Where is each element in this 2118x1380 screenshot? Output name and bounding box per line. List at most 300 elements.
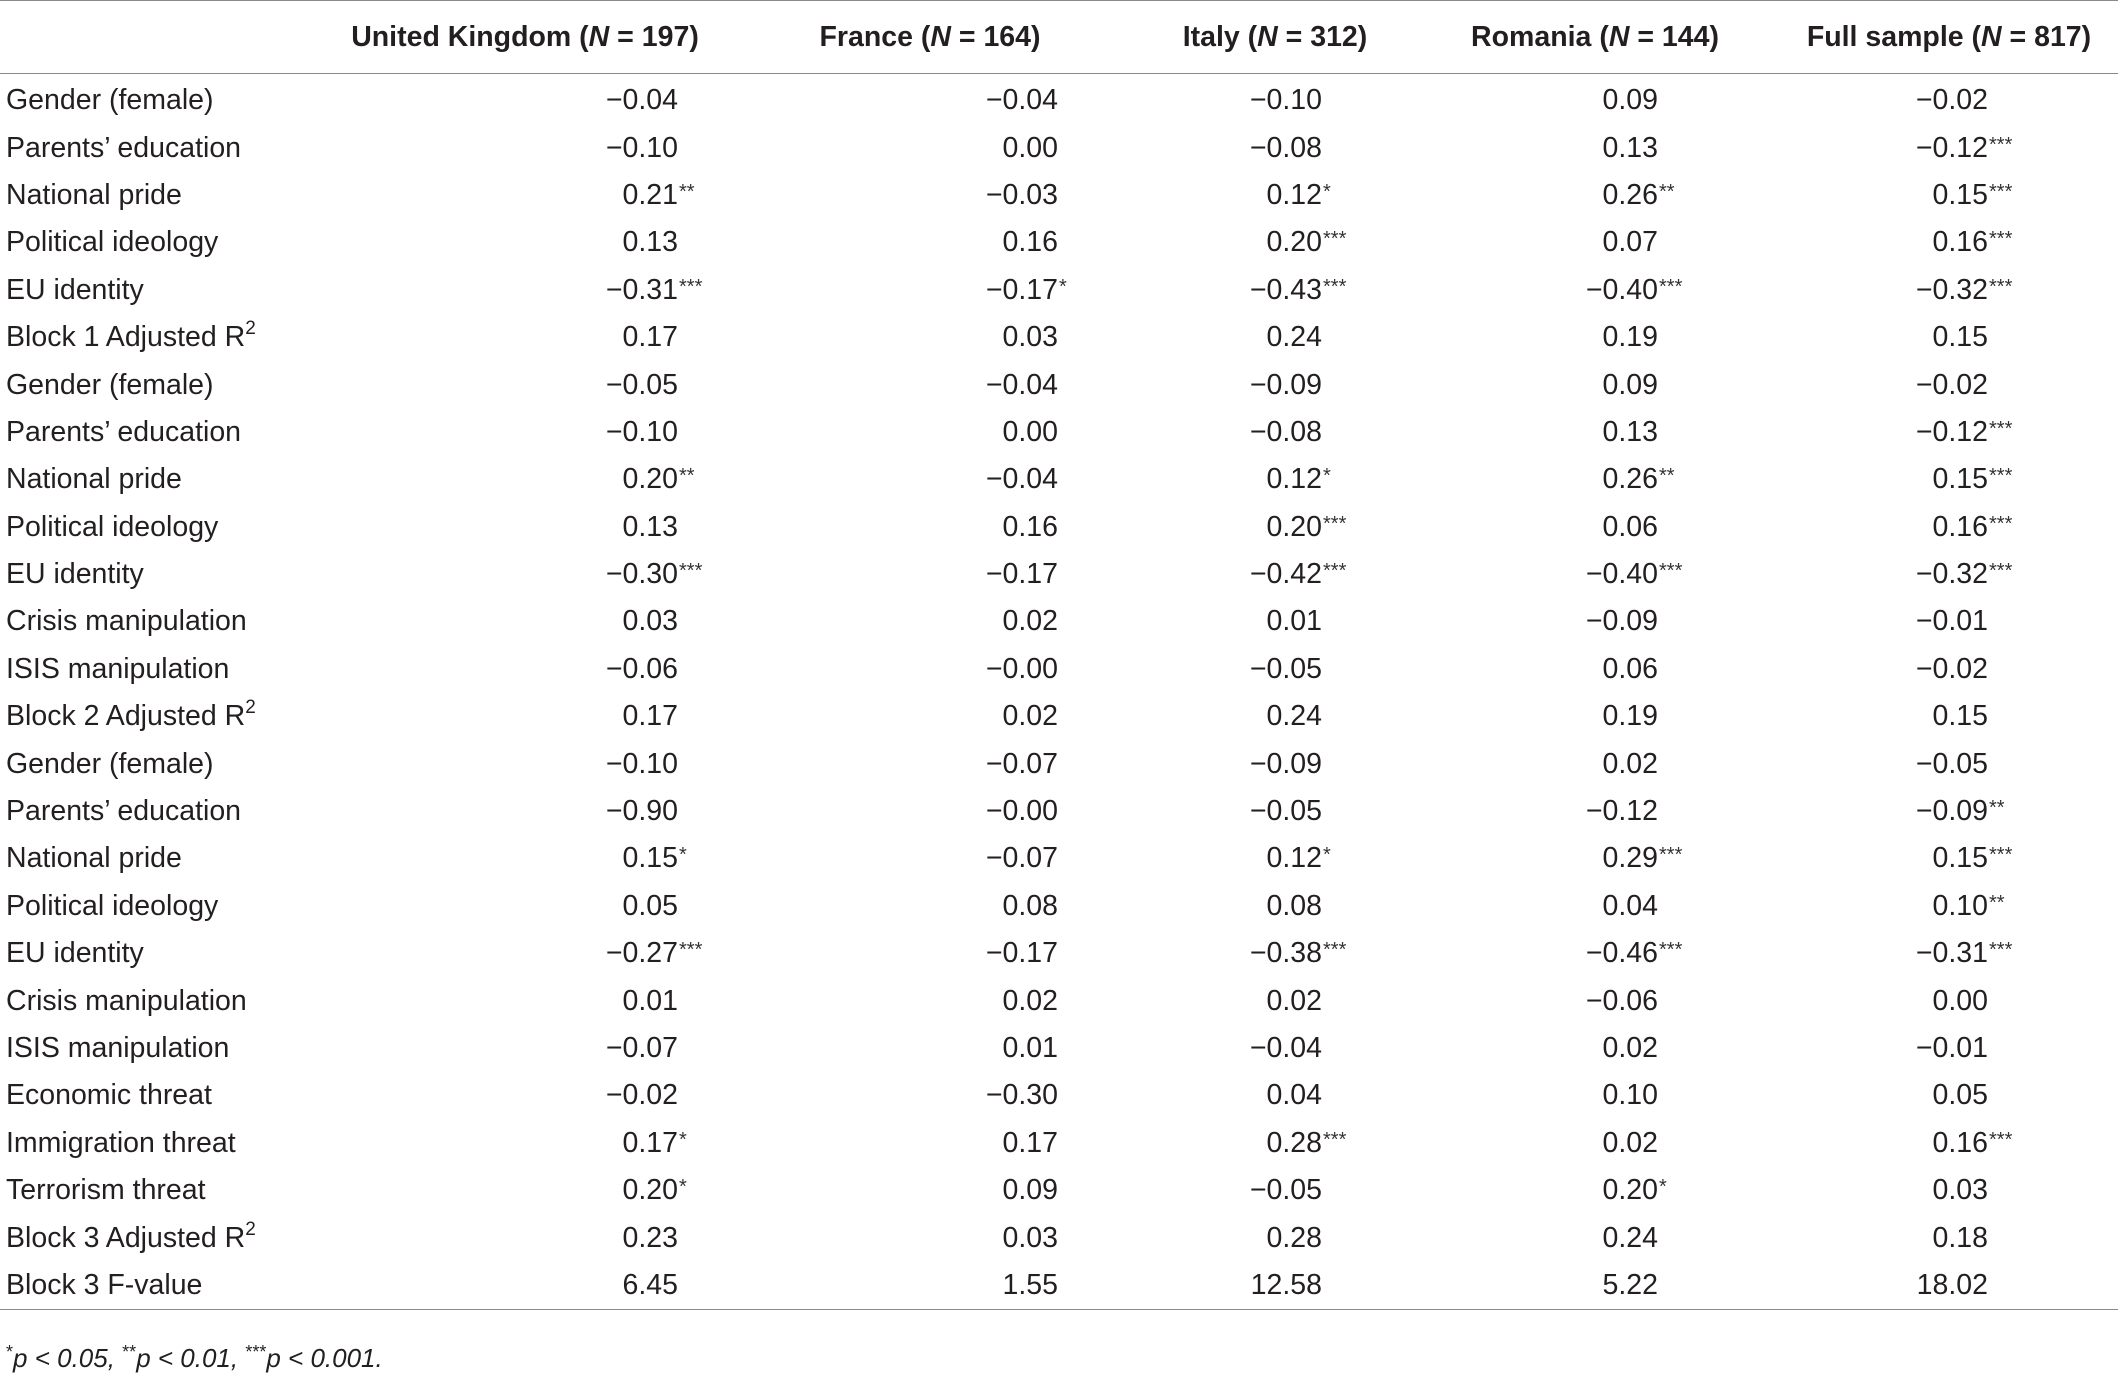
row-label [0, 1025, 330, 1072]
cell-value: −0.00 [985, 795, 1058, 828]
cell-value: 6.45 [622, 1268, 678, 1301]
table-row [0, 977, 2118, 1024]
row-label [0, 361, 330, 408]
cell-value: 0.00 [1002, 415, 1058, 448]
table-cell [330, 883, 720, 930]
table-cell [720, 1072, 1140, 1119]
table-cell [1780, 788, 2118, 835]
table-cell [1410, 1167, 1780, 1214]
cell-value: 0.00 [1002, 131, 1058, 164]
table-cell [1410, 930, 1780, 977]
significance-marker: *** [1323, 560, 1347, 583]
table-cell [720, 883, 1140, 930]
column-header-name: France [819, 20, 913, 53]
cell-value: 0.15 [1932, 178, 1988, 211]
table-cell [720, 693, 1140, 740]
row-label-text: Terrorism threat [6, 1174, 206, 1207]
cell-value: −0.09 [1249, 368, 1322, 401]
significance-marker: ** [679, 180, 695, 203]
cell-value: 0.20 [622, 463, 678, 496]
cell-value: 0.20 [1266, 226, 1322, 259]
row-label [0, 172, 330, 219]
cell-value: 0.24 [1602, 1221, 1658, 1254]
cell-value: 0.00 [1932, 984, 1988, 1017]
cell-value: 0.01 [1002, 1032, 1058, 1064]
table-row [0, 124, 2118, 171]
table-cell [1780, 172, 2118, 219]
cell-value: −0.07 [605, 1032, 678, 1064]
table-cell [1780, 1120, 2118, 1167]
cell-value: 0.19 [1602, 321, 1658, 354]
table-row [0, 551, 2118, 598]
row-label [0, 883, 330, 930]
table-cell [1780, 124, 2118, 171]
table-cell [1780, 1072, 2118, 1119]
table-cell [1410, 74, 1780, 125]
table-row [0, 1072, 2118, 1119]
cell-value: 0.26 [1602, 463, 1658, 496]
table-cell [1140, 1167, 1410, 1214]
table-cell [1780, 219, 2118, 266]
cell-value: 0.29 [1602, 842, 1658, 875]
table-cell [720, 124, 1140, 171]
row-label-text: Block 3 F-value [6, 1268, 203, 1301]
table-cell [1140, 598, 1410, 645]
table-cell [1410, 1120, 1780, 1167]
column-header-name: Romania [1471, 20, 1592, 53]
table-cell [1780, 835, 2118, 882]
cell-value: −0.05 [605, 368, 678, 401]
table-cell [1140, 646, 1410, 693]
cell-value: 0.15 [1932, 700, 1988, 733]
significance-marker: ** [1989, 891, 2005, 914]
row-label-text: Economic threat [6, 1079, 212, 1112]
table-cell [1780, 361, 2118, 408]
significance-marker: * [679, 1128, 687, 1151]
row-label [0, 74, 330, 125]
table-cell [330, 361, 720, 408]
row-label-text: Parents’ education [6, 415, 242, 448]
table-cell [330, 456, 720, 503]
row-label [0, 1072, 330, 1119]
cell-value: 0.03 [1932, 1174, 1988, 1207]
table-cell [1410, 124, 1780, 171]
cell-value: −0.10 [605, 747, 678, 780]
table-cell [330, 693, 720, 740]
table-cell [330, 219, 720, 266]
table-cell [1140, 930, 1410, 977]
significance-marker: ** [1659, 180, 1675, 203]
table-cell [1140, 693, 1410, 740]
cell-value: −0.12 [1585, 795, 1658, 828]
column-header-n: 197 [641, 20, 690, 53]
column-header: Full sample (N = 817) [1806, 20, 2092, 53]
cell-value: 0.10 [1602, 1079, 1658, 1112]
table-cell [720, 835, 1140, 882]
significance-marker: *** [1659, 560, 1683, 583]
significance-marker: *** [1989, 1128, 2013, 1151]
table-cell [1410, 1072, 1780, 1119]
significance-marker: * [1323, 180, 1331, 203]
table-row [0, 646, 2118, 693]
table-row [0, 1025, 2118, 1072]
table-cell [1410, 788, 1780, 835]
cell-value: −0.07 [985, 747, 1058, 780]
row-label-text: ISIS manipulation [6, 652, 230, 685]
cell-value: −0.10 [605, 131, 678, 164]
cell-value: −0.08 [1249, 131, 1322, 164]
cell-value: −0.04 [985, 463, 1058, 496]
table-cell [1780, 409, 2118, 456]
significance-marker: *** [679, 939, 703, 962]
table-cell [330, 124, 720, 171]
table-row [0, 1262, 2118, 1310]
cell-value: 0.18 [1932, 1221, 1988, 1254]
cell-value: 0.09 [1002, 1174, 1058, 1207]
cell-value: −0.32 [1915, 273, 1988, 306]
table-cell [720, 1167, 1140, 1214]
table-cell [1140, 314, 1410, 361]
cell-value: 0.16 [1002, 226, 1058, 259]
footnote-text: p < 0.001. [266, 1343, 383, 1373]
table-cell [1780, 1167, 2118, 1214]
footnote-marker: *** [245, 1342, 267, 1362]
cell-value: 0.15 [622, 842, 678, 875]
significance-marker: * [1659, 1176, 1667, 1199]
cell-value: 0.09 [1602, 84, 1658, 117]
cell-value: −0.02 [1915, 368, 1988, 401]
significance-marker: *** [1989, 465, 2013, 488]
row-label-text: National pride [6, 463, 182, 496]
table-cell [1410, 740, 1780, 787]
table-cell [720, 74, 1140, 125]
cell-value: 0.15 [1932, 842, 1988, 875]
cell-value: 0.24 [1266, 321, 1322, 354]
table-cell [1140, 740, 1410, 787]
cell-value: −0.17 [985, 558, 1058, 591]
significance-marker: *** [1323, 512, 1347, 535]
cell-value: −0.04 [985, 84, 1058, 117]
table-cell [1410, 267, 1780, 314]
table-cell [720, 219, 1140, 266]
cell-value: 0.13 [1602, 131, 1658, 164]
row-label [0, 409, 330, 456]
cell-value: −0.03 [985, 178, 1058, 211]
table-cell [1410, 456, 1780, 503]
table-cell [330, 504, 720, 551]
row-label-text: ISIS manipulation [6, 1032, 230, 1064]
significance-marker: *** [1989, 275, 2013, 298]
significance-marker: *** [1989, 512, 2013, 535]
table-cell [330, 551, 720, 598]
table-cell [720, 1025, 1140, 1072]
cell-value: 0.17 [622, 700, 678, 733]
footnote-marker: * [6, 1342, 14, 1362]
cell-value: 0.16 [1932, 510, 1988, 543]
row-label-text: Crisis manipulation [6, 605, 247, 638]
column-header-name: United Kingdom [351, 20, 572, 53]
row-label [0, 693, 330, 740]
cell-value: −0.17 [985, 937, 1058, 970]
table-row [0, 930, 2118, 977]
row-label [0, 1262, 330, 1310]
significance-marker: *** [1989, 180, 2013, 203]
cell-value: −0.43 [1249, 273, 1322, 306]
table-cell [1780, 74, 2118, 125]
cell-value: 0.13 [622, 510, 678, 543]
table-cell [720, 646, 1140, 693]
cell-value: 0.04 [1266, 1079, 1322, 1112]
cell-value: 0.07 [1602, 226, 1658, 259]
table-cell [330, 172, 720, 219]
table-cell [720, 788, 1140, 835]
row-label-text: Parents’ education [6, 795, 242, 828]
cell-value: 0.16 [1932, 1126, 1988, 1159]
table-row [0, 409, 2118, 456]
cell-value: 0.09 [1602, 368, 1658, 401]
row-label-text: EU identity [6, 558, 144, 591]
cell-value: −0.46 [1585, 937, 1658, 970]
column-header: United Kingdom (N = 197) [351, 20, 699, 53]
table-cell [330, 267, 720, 314]
table-cell [1410, 977, 1780, 1024]
table-cell [330, 977, 720, 1024]
cell-value: −0.09 [1585, 605, 1658, 638]
table-row [0, 1120, 2118, 1167]
table-cell [1140, 1262, 1410, 1310]
table-row [0, 74, 2118, 125]
table-cell [1780, 930, 2118, 977]
table-cell [720, 740, 1140, 787]
cell-value: −0.17 [985, 273, 1058, 306]
table-cell [720, 1262, 1140, 1310]
significance-marker: ** [1989, 797, 2005, 820]
table-cell [1140, 1072, 1410, 1119]
significance-marker: *** [1989, 133, 2013, 156]
cell-value: −0.05 [1915, 747, 1988, 780]
column-header-name: Italy [1182, 20, 1240, 53]
table-cell [1410, 172, 1780, 219]
column-header: Italy (N = 312) [1182, 20, 1368, 53]
table-cell [1410, 1262, 1780, 1310]
significance-marker: *** [1659, 939, 1683, 962]
table-cell [1140, 361, 1410, 408]
column-header: Romania (N = 144) [1471, 20, 1719, 53]
row-label [0, 598, 330, 645]
table-cell [1140, 1120, 1410, 1167]
row-label-text: EU identity [6, 273, 144, 306]
table-cell [1780, 314, 2118, 361]
cell-value: 0.03 [1002, 321, 1058, 354]
table-cell [720, 172, 1140, 219]
row-label [0, 504, 330, 551]
footnote-text: p < 0.01, [136, 1343, 246, 1373]
superscript: 2 [245, 1218, 256, 1240]
row-label [0, 456, 330, 503]
table-cell [330, 646, 720, 693]
table-cell [1140, 1025, 1410, 1072]
cell-value: 0.17 [622, 1126, 678, 1159]
cell-value: −0.27 [605, 937, 678, 970]
table-row [0, 314, 2118, 361]
table-row [0, 361, 2118, 408]
row-label-text: Parents’ education [6, 131, 242, 164]
row-label-text: Crisis manipulation [6, 984, 247, 1017]
table-row [0, 456, 2118, 503]
table-cell [1410, 646, 1780, 693]
cell-value: 12.58 [1250, 1268, 1322, 1301]
table-row [0, 693, 2118, 740]
table-cell [1410, 504, 1780, 551]
cell-value: −0.02 [605, 1079, 678, 1112]
table-cell [1780, 504, 2118, 551]
cell-value: 0.28 [1266, 1221, 1322, 1254]
cell-value: 0.06 [1602, 510, 1658, 543]
table-cell [1140, 267, 1410, 314]
cell-value: 0.04 [1602, 889, 1658, 922]
cell-value: −0.06 [605, 652, 678, 685]
row-label-text: Gender (female) [6, 368, 214, 401]
row-label [0, 835, 330, 882]
table-cell [1140, 124, 1410, 171]
cell-value: −0.31 [605, 273, 678, 306]
table-row [0, 740, 2118, 787]
row-label [0, 314, 330, 361]
table-cell [1410, 1214, 1780, 1261]
column-header-n: 312 [1310, 20, 1358, 53]
cell-value: 0.02 [1602, 747, 1658, 780]
table-cell [720, 456, 1140, 503]
table-cell [720, 1214, 1140, 1261]
table-cell [1410, 551, 1780, 598]
cell-value: 1.55 [1002, 1268, 1058, 1301]
table-cell [1410, 598, 1780, 645]
table-cell [720, 314, 1140, 361]
table-cell [330, 1262, 720, 1310]
row-label-text: Block 1 Adjusted R [6, 321, 246, 354]
table-cell [330, 1167, 720, 1214]
table-cell [720, 361, 1140, 408]
table-row [0, 172, 2118, 219]
cell-value: 0.17 [1002, 1126, 1058, 1159]
table-row [0, 267, 2118, 314]
cell-value: 0.08 [1266, 889, 1322, 922]
table-cell [330, 1072, 720, 1119]
table-cell [1780, 1214, 2118, 1261]
cell-value: 0.16 [1002, 510, 1058, 543]
cell-value: 0.21 [622, 178, 678, 211]
table-header-row [0, 1, 2118, 74]
cell-value: 0.02 [1002, 605, 1058, 638]
table-cell [1410, 1025, 1780, 1072]
table-cell [330, 409, 720, 456]
footnote-marker: ** [122, 1342, 137, 1362]
cell-value: 0.23 [622, 1221, 678, 1254]
table-cell [720, 551, 1140, 598]
cell-value: 0.08 [1002, 889, 1058, 922]
table-row [0, 598, 2118, 645]
column-header: France (N = 164) [819, 20, 1041, 53]
table-cell [1780, 646, 2118, 693]
significance-marker: * [1059, 275, 1067, 298]
cell-value: −0.12 [1915, 131, 1988, 164]
row-label [0, 219, 330, 266]
cell-value: −0.09 [1249, 747, 1322, 780]
row-label-text: Political ideology [6, 510, 219, 543]
superscript: 2 [245, 697, 256, 719]
column-header-n: 164 [983, 20, 1032, 53]
footnote-text: p < 0.05, [13, 1343, 123, 1373]
cell-value: 0.15 [1932, 321, 1988, 354]
significance-marker: *** [1323, 228, 1347, 251]
cell-value: 0.10 [1932, 889, 1988, 922]
table-cell [330, 1214, 720, 1261]
cell-value: −0.01 [1915, 605, 1988, 638]
table-cell [1140, 835, 1410, 882]
row-label [0, 1120, 330, 1167]
row-label [0, 930, 330, 977]
row-label [0, 1167, 330, 1214]
cell-value: 0.19 [1602, 700, 1658, 733]
cell-value: 0.01 [622, 984, 678, 1017]
cell-value: 0.17 [622, 321, 678, 354]
significance-marker: *** [679, 560, 703, 583]
significance-marker: *** [1323, 275, 1347, 298]
cell-value: 0.13 [1602, 415, 1658, 448]
table-cell [330, 740, 720, 787]
cell-value: −0.42 [1249, 558, 1322, 591]
table-cell [720, 267, 1140, 314]
significance-marker: *** [1989, 228, 2013, 251]
cell-value: −0.02 [1915, 652, 1988, 685]
row-label [0, 1214, 330, 1261]
table-cell [1780, 693, 2118, 740]
row-label [0, 124, 330, 171]
cell-value: −0.10 [605, 415, 678, 448]
row-label [0, 551, 330, 598]
cell-value: 0.05 [622, 889, 678, 922]
cell-value: 0.15 [1932, 463, 1988, 496]
table-cell [1780, 1025, 2118, 1072]
cell-value: 18.02 [1916, 1268, 1988, 1301]
cell-value: −0.90 [605, 795, 678, 828]
significance-marker: *** [1989, 939, 2013, 962]
significance-marker: * [1323, 844, 1331, 867]
row-label-text: Political ideology [6, 226, 219, 259]
table-cell [1140, 409, 1410, 456]
table-cell [720, 598, 1140, 645]
cell-value: 0.02 [1602, 1126, 1658, 1159]
cell-value: 0.02 [1602, 1032, 1658, 1064]
significance-marker: *** [1659, 844, 1683, 867]
table-body [0, 74, 2118, 1310]
cell-value: −0.04 [1249, 1032, 1322, 1064]
table-cell [1140, 456, 1410, 503]
cell-value: 0.20 [1602, 1174, 1658, 1207]
cell-value: 0.24 [1266, 700, 1322, 733]
cell-value: 0.12 [1266, 842, 1322, 875]
significance-marker: *** [1989, 844, 2013, 867]
table-cell [330, 930, 720, 977]
cell-value: −0.12 [1915, 415, 1988, 448]
row-label-text: National pride [6, 842, 182, 875]
table-cell [1410, 409, 1780, 456]
row-label [0, 740, 330, 787]
table-cell [1140, 172, 1410, 219]
cell-value: 5.22 [1602, 1268, 1658, 1301]
table-row [0, 504, 2118, 551]
table-cell [720, 977, 1140, 1024]
